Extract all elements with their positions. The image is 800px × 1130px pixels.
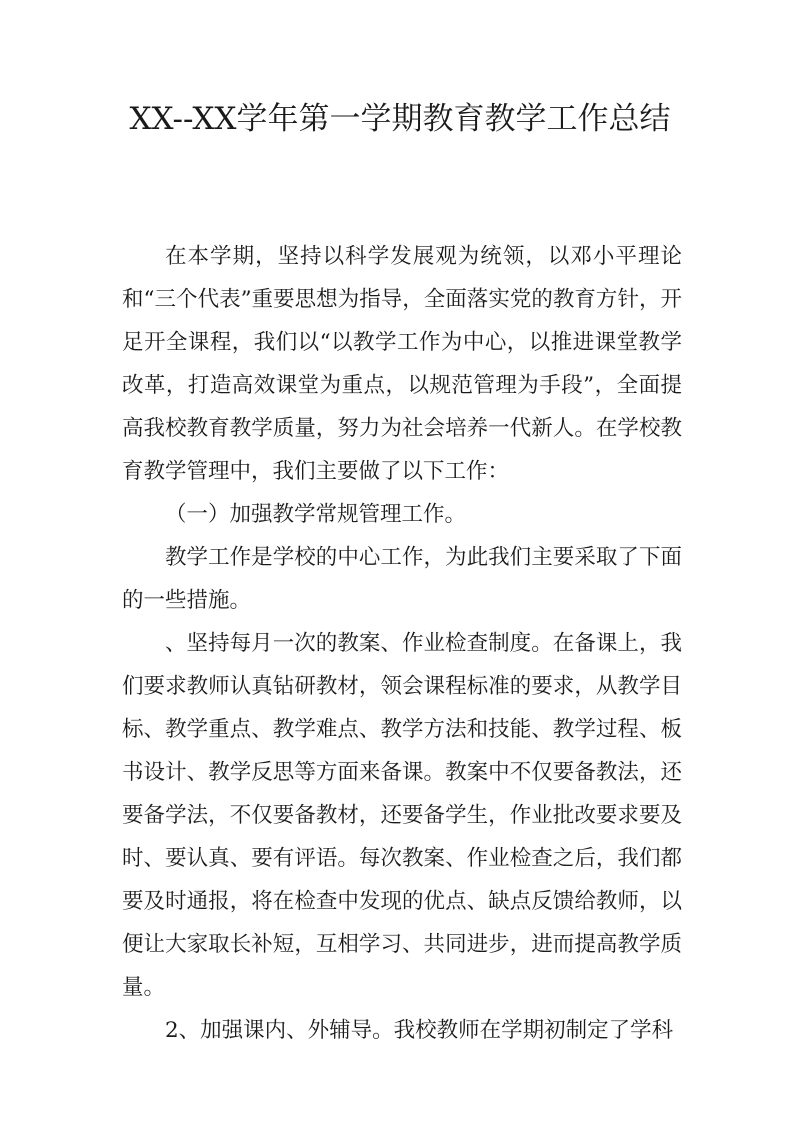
- document-title: XX--XX学年第一学期教育教学工作总结: [129, 101, 671, 137]
- intro-paragraph: 在本学期，坚持以科学发展观为统领，以邓小平理论和“三个代表”重要思想为指导，全面落实党的教育方针，开足开全课程，我们以“以教学工作为中心，以推进课堂教学改革，打造高效课堂为重点，以规范管理为手段”，全面提高我校教育教学质量，努力为社会培养一代新人。在学校教育教学管理中，我们主要做了以下工作：: [122, 244, 682, 484]
- document-body: [122, 235, 682, 1052]
- measure-2-paragraph: 2、加强课内、外辅导。我校教师在学期初制定了学科: [165, 1018, 674, 1043]
- section-intro-paragraph: 教学工作是学校的中心工作，为此我们主要采取了下面的一些措施。: [122, 545, 682, 613]
- section-heading-1: （一）加强教学常规管理工作。: [165, 502, 467, 527]
- measure-1-paragraph: 、坚持每月一次的教案、作业检查制度。在备课上，我们要求教师认真钻研教材，领会课程标准的要求，从教学目标、教学重点、教学难点、教学方法和技能、教学过程、板书设计、教学反思等方面来备课。教案中不仅要备教法，还要备学法，不仅要备教材，还要备学生，作业批改要求要及时、要认真、要有评语。每次教案、作业检查之后，我们都要及时通报，将在检查中发现的优点、缺点反馈给教师，以便让大家取长补短，互相学习、共同进步，进而提高教学质量。: [122, 631, 682, 1000]
